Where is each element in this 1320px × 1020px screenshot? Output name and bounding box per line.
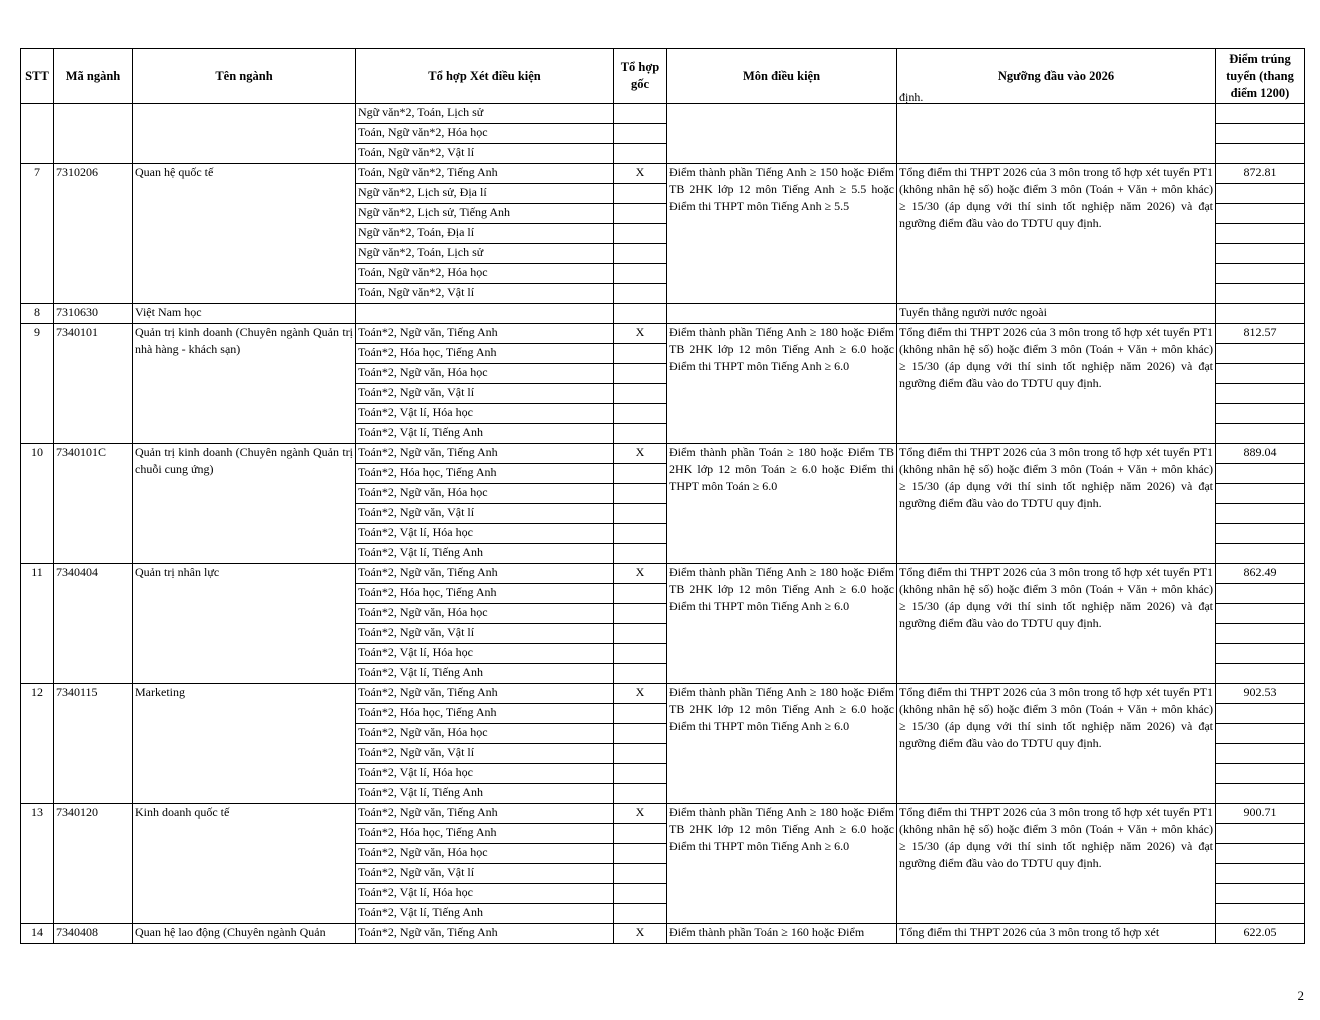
nguong-cell: Tổng điểm thi THPT 2026 của 3 môn trong tổ hợp xét tuyển PT1 (không nhân hệ số) hoặc điểm 3 môn (Toán + Văn + môn khác) ≥ 15/30 (áp dụng với thí sinh tốt nghiệp năm 2026) và đạt ngưỡng điểm đầu vào do TDTU quy định. [897, 324, 1216, 444]
to-hop-cell: Toán, Ngữ văn*2, Hóa học [356, 264, 614, 284]
ten-nganh-cell: Quản trị nhân lực [133, 564, 356, 684]
to-hop-cell: Toán*2, Vật lí, Hóa học [356, 404, 614, 424]
to-hop-goc-cell [614, 484, 667, 504]
diem-cell [1216, 464, 1305, 484]
header-row [21, 49, 1305, 104]
to-hop-cell: Ngữ văn*2, Lịch sử, Địa lí [356, 184, 614, 204]
to-hop-cell: Toán*2, Ngữ văn, Vật lí [356, 744, 614, 764]
to-hop-goc-cell [614, 844, 667, 864]
to-hop-goc-cell [614, 884, 667, 904]
ten-nganh-cell: Quản trị kinh doanh (Chuyên ngành Quản trị chuỗi cung ứng) [133, 444, 356, 564]
table-row [21, 564, 1305, 584]
diem-cell [1216, 144, 1305, 164]
to-hop-cell: Toán*2, Hóa học, Tiếng Anh [356, 464, 614, 484]
nguong-cell [897, 90, 1216, 164]
to-hop-cell: Ngữ văn*2, Toán, Địa lí [356, 224, 614, 244]
to-hop-goc-cell [614, 344, 667, 364]
to-hop-cell: Toán*2, Ngữ văn, Tiếng Anh [356, 324, 614, 344]
mon-dieu-kien-cell: Điểm thành phần Toán ≥ 160 hoặc Điểm [667, 924, 897, 944]
ma-nganh-cell: 7340101 [54, 324, 133, 444]
to-hop-cell: Toán*2, Ngữ văn, Hóa học [356, 604, 614, 624]
ten-nganh-cell: Marketing [133, 684, 356, 804]
to-hop-goc-cell [614, 364, 667, 384]
to-hop-goc-cell [614, 584, 667, 604]
to-hop-cell: Toán*2, Ngữ văn, Hóa học [356, 364, 614, 384]
to-hop-cell: Ngữ văn*2, Toán, Lịch sử [356, 244, 614, 264]
to-hop-goc-cell [614, 224, 667, 244]
col-header-stt: STT [21, 49, 54, 104]
diem-cell [1216, 284, 1305, 304]
to-hop-goc-cell [614, 764, 667, 784]
to-hop-cell: Toán*2, Ngữ văn, Hóa học [356, 484, 614, 504]
diem-cell: 900.71 [1216, 804, 1305, 824]
to-hop-goc-cell [614, 404, 667, 424]
ma-nganh-cell: 7340404 [54, 564, 133, 684]
diem-cell: 872.81 [1216, 164, 1305, 184]
table-row [21, 104, 1305, 124]
diem-cell [1216, 584, 1305, 604]
table-row [21, 324, 1305, 344]
to-hop-goc-cell [614, 264, 667, 284]
to-hop-goc-cell [614, 904, 667, 924]
diem-cell [1216, 404, 1305, 424]
ten-nganh-cell [133, 104, 356, 164]
to-hop-goc-cell [614, 504, 667, 524]
ma-nganh-cell: 7340115 [54, 684, 133, 804]
diem-cell [1216, 224, 1305, 244]
ma-nganh-cell: 7310206 [54, 164, 133, 304]
mon-dieu-kien-cell [667, 104, 897, 164]
to-hop-goc-cell [614, 384, 667, 404]
ma-nganh-cell: 7340120 [54, 804, 133, 924]
mon-dieu-kien-cell: Điểm thành phần Tiếng Anh ≥ 180 hoặc Điểm TB 2HK lớp 12 môn Tiếng Anh ≥ 6.0 hoặc Điểm thi THPT môn Tiếng Anh ≥ 6.0 [667, 804, 897, 924]
diem-cell [1216, 264, 1305, 284]
to-hop-cell: Toán, Ngữ văn*2, Hóa học [356, 124, 614, 144]
to-hop-cell: Toán*2, Hóa học, Tiếng Anh [356, 584, 614, 604]
diem-cell [1216, 124, 1305, 144]
mon-dieu-kien-cell: Điểm thành phần Toán ≥ 180 hoặc Điểm TB 2HK lớp 12 môn Toán ≥ 6.0 hoặc Điểm thi THPT môn Toán ≥ 6.0 [667, 444, 897, 564]
to-hop-cell: Toán*2, Ngữ văn, Hóa học [356, 724, 614, 744]
to-hop-goc-cell: X [614, 324, 667, 344]
diem-cell [1216, 504, 1305, 524]
diem-cell [1216, 304, 1305, 324]
to-hop-cell: Toán*2, Vật lí, Tiếng Anh [356, 664, 614, 684]
col-header-to-hop: Tổ hợp Xét điều kiện [356, 49, 614, 104]
stt-cell: 7 [21, 164, 54, 304]
col-header-mon-dieu-kien: Môn điều kiện [667, 49, 897, 104]
to-hop-goc-cell [614, 544, 667, 564]
to-hop-cell: Toán*2, Vật lí, Hóa học [356, 644, 614, 664]
col-header-ten-nganh: Tên ngành [133, 49, 356, 104]
to-hop-cell: Toán, Ngữ văn*2, Tiếng Anh [356, 164, 614, 184]
to-hop-goc-cell [614, 724, 667, 744]
to-hop-goc-cell [614, 744, 667, 764]
stt-cell: 9 [21, 324, 54, 444]
ten-nganh-cell: Quan hệ quốc tế [133, 164, 356, 304]
diem-cell [1216, 204, 1305, 224]
mon-dieu-kien-cell: Điểm thành phần Tiếng Anh ≥ 180 hoặc Điểm TB 2HK lớp 12 môn Tiếng Anh ≥ 6.0 hoặc Điểm thi THPT môn Tiếng Anh ≥ 6.0 [667, 684, 897, 804]
to-hop-goc-cell [614, 124, 667, 144]
to-hop-cell: Toán*2, Ngữ văn, Vật lí [356, 624, 614, 644]
diem-cell: 812.57 [1216, 324, 1305, 344]
stt-cell [21, 104, 54, 164]
ten-nganh-cell: Quan hệ lao động (Chuyên ngành Quản [133, 924, 356, 944]
to-hop-cell: Toán*2, Ngữ văn, Tiếng Anh [356, 564, 614, 584]
diem-cell [1216, 884, 1305, 904]
to-hop-goc-cell: X [614, 924, 667, 944]
ma-nganh-cell [54, 104, 133, 164]
admission-table [20, 48, 1305, 944]
col-header-to-hop-goc: Tổ hợp gốc [614, 49, 667, 104]
diem-cell [1216, 764, 1305, 784]
admission-table-page [20, 48, 1304, 962]
to-hop-cell: Toán*2, Vật lí, Tiếng Anh [356, 544, 614, 564]
to-hop-cell: Toán*2, Vật lí, Tiếng Anh [356, 904, 614, 924]
nguong-cell: Tổng điểm thi THPT 2026 của 3 môn trong tổ hợp xét [897, 924, 1216, 944]
stt-cell: 11 [21, 564, 54, 684]
stt-cell: 13 [21, 804, 54, 924]
to-hop-goc-cell [614, 824, 667, 844]
diem-cell [1216, 424, 1305, 444]
mon-dieu-kien-cell [667, 304, 897, 324]
stt-cell: 12 [21, 684, 54, 804]
stt-cell: 10 [21, 444, 54, 564]
diem-cell: 862.49 [1216, 564, 1305, 584]
diem-cell [1216, 644, 1305, 664]
diem-cell [1216, 244, 1305, 264]
nguong-cut-text: định. [899, 90, 924, 104]
to-hop-goc-cell [614, 184, 667, 204]
to-hop-cell: Toán*2, Vật lí, Tiếng Anh [356, 784, 614, 804]
to-hop-cell: Toán, Ngữ văn*2, Vật lí [356, 144, 614, 164]
nguong-cell: Tổng điểm thi THPT 2026 của 3 môn trong tổ hợp xét tuyển PT1 (không nhân hệ số) hoặc điểm 3 môn (Toán + Văn + môn khác) ≥ 15/30 (áp dụng với thí sinh tốt nghiệp năm 2026) và đạt ngưỡng điểm đầu vào do TDTU quy định. [897, 564, 1216, 684]
diem-cell [1216, 904, 1305, 924]
to-hop-cell: Toán*2, Ngữ văn, Tiếng Anh [356, 804, 614, 824]
to-hop-cell: Toán*2, Hóa học, Tiếng Anh [356, 824, 614, 844]
diem-cell [1216, 604, 1305, 624]
to-hop-cell: Toán*2, Ngữ văn, Hóa học [356, 844, 614, 864]
to-hop-goc-cell [614, 144, 667, 164]
diem-cell [1216, 784, 1305, 804]
diem-cell: 622.05 [1216, 924, 1305, 944]
ten-nganh-cell: Quản trị kinh doanh (Chuyên ngành Quản trị nhà hàng - khách sạn) [133, 324, 356, 444]
to-hop-cell: Toán, Ngữ văn*2, Vật lí [356, 284, 614, 304]
to-hop-goc-cell: X [614, 444, 667, 464]
to-hop-cell: Toán*2, Vật lí, Tiếng Anh [356, 424, 614, 444]
to-hop-cell: Toán*2, Ngữ văn, Vật lí [356, 384, 614, 404]
to-hop-cell: Toán*2, Ngữ văn, Vật lí [356, 864, 614, 884]
to-hop-goc-cell: X [614, 164, 667, 184]
page-number: 2 [1297, 988, 1304, 1003]
to-hop-cell: Toán*2, Vật lí, Hóa học [356, 524, 614, 544]
ten-nganh-cell: Việt Nam học [133, 304, 356, 324]
to-hop-cell [356, 304, 614, 324]
diem-cell [1216, 864, 1305, 884]
diem-cell [1216, 184, 1305, 204]
table-row [21, 924, 1305, 944]
diem-cell [1216, 364, 1305, 384]
col-header-ma-nganh: Mã ngành [54, 49, 133, 104]
to-hop-cell: Toán*2, Hóa học, Tiếng Anh [356, 344, 614, 364]
diem-cell [1216, 544, 1305, 564]
diem-cell [1216, 824, 1305, 844]
to-hop-goc-cell [614, 664, 667, 684]
diem-cell [1216, 384, 1305, 404]
nguong-cell: Tổng điểm thi THPT 2026 của 3 môn trong tổ hợp xét tuyển PT1 (không nhân hệ số) hoặc điểm 3 môn (Toán + Văn + môn khác) ≥ 15/30 (áp dụng với thí sinh tốt nghiệp năm 2026) và đạt ngưỡng điểm đầu vào do TDTU quy định. [897, 804, 1216, 924]
to-hop-cell: Toán*2, Hóa học, Tiếng Anh [356, 704, 614, 724]
to-hop-cell: Toán*2, Ngữ văn, Tiếng Anh [356, 444, 614, 464]
to-hop-goc-cell [614, 464, 667, 484]
diem-cell [1216, 344, 1305, 364]
table-row [21, 164, 1305, 184]
mon-dieu-kien-cell: Điểm thành phần Tiếng Anh ≥ 150 hoặc Điểm TB 2HK lớp 12 môn Tiếng Anh ≥ 5.5 hoặc Điểm thi THPT môn Tiếng Anh ≥ 5.5 [667, 164, 897, 304]
nguong-cell: Tuyển thẳng người nước ngoài [897, 304, 1216, 324]
table-row [21, 804, 1305, 824]
to-hop-cell: Toán*2, Ngữ văn, Vật lí [356, 504, 614, 524]
to-hop-goc-cell [614, 244, 667, 264]
to-hop-goc-cell: X [614, 684, 667, 704]
to-hop-goc-cell [614, 524, 667, 544]
diem-cell [1216, 624, 1305, 644]
to-hop-goc-cell [614, 624, 667, 644]
diem-cell [1216, 664, 1305, 684]
diem-cell [1216, 104, 1305, 124]
to-hop-goc-cell [614, 704, 667, 724]
ma-nganh-cell: 7340101C [54, 444, 133, 564]
diem-cell [1216, 724, 1305, 744]
ten-nganh-cell: Kinh doanh quốc tế [133, 804, 356, 924]
stt-cell: 14 [21, 924, 54, 944]
mon-dieu-kien-cell: Điểm thành phần Tiếng Anh ≥ 180 hoặc Điểm TB 2HK lớp 12 môn Tiếng Anh ≥ 6.0 hoặc Điểm thi THPT môn Tiếng Anh ≥ 6.0 [667, 324, 897, 444]
to-hop-goc-cell [614, 304, 667, 324]
to-hop-goc-cell [614, 104, 667, 124]
to-hop-cell: Toán*2, Vật lí, Hóa học [356, 884, 614, 904]
table-row [21, 684, 1305, 704]
to-hop-goc-cell [614, 284, 667, 304]
to-hop-cell: Ngữ văn*2, Lịch sử, Tiếng Anh [356, 204, 614, 224]
to-hop-goc-cell: X [614, 564, 667, 584]
table-row [21, 444, 1305, 464]
table-row [21, 304, 1305, 324]
diem-cell [1216, 484, 1305, 504]
to-hop-goc-cell [614, 204, 667, 224]
to-hop-cell: Ngữ văn*2, Toán, Lịch sử [356, 104, 614, 124]
to-hop-cell: Toán*2, Ngữ văn, Tiếng Anh [356, 684, 614, 704]
ma-nganh-cell: 7310630 [54, 304, 133, 324]
col-header-nguong: Ngưỡng đầu vào 2026 [897, 49, 1216, 104]
diem-cell [1216, 844, 1305, 864]
to-hop-goc-cell [614, 784, 667, 804]
nguong-cell: Tổng điểm thi THPT 2026 của 3 môn trong tổ hợp xét tuyển PT1 (không nhân hệ số) hoặc điểm 3 môn (Toán + Văn + môn khác) ≥ 15/30 (áp dụng với thí sinh tốt nghiệp năm 2026) và đạt ngưỡng điểm đầu vào do TDTU quy định. [897, 684, 1216, 804]
nguong-cell: Tổng điểm thi THPT 2026 của 3 môn trong tổ hợp xét tuyển PT1 (không nhân hệ số) hoặc điểm 3 môn (Toán + Văn + môn khác) ≥ 15/30 (áp dụng với thí sinh tốt nghiệp năm 2026) và đạt ngưỡng điểm đầu vào do TDTU quy định. [897, 164, 1216, 304]
diem-cell [1216, 704, 1305, 724]
to-hop-goc-cell [614, 864, 667, 884]
nguong-cell: Tổng điểm thi THPT 2026 của 3 môn trong tổ hợp xét tuyển PT1 (không nhân hệ số) hoặc điểm 3 môn (Toán + Văn + môn khác) ≥ 15/30 (áp dụng với thí sinh tốt nghiệp năm 2026) và đạt ngưỡng điểm đầu vào do TDTU quy định. [897, 444, 1216, 564]
diem-cell: 902.53 [1216, 684, 1305, 704]
to-hop-goc-cell [614, 424, 667, 444]
mon-dieu-kien-cell: Điểm thành phần Tiếng Anh ≥ 180 hoặc Điểm TB 2HK lớp 12 môn Tiếng Anh ≥ 6.0 hoặc Điểm thi THPT môn Tiếng Anh ≥ 6.0 [667, 564, 897, 684]
to-hop-cell: Toán*2, Vật lí, Hóa học [356, 764, 614, 784]
stt-cell: 8 [21, 304, 54, 324]
to-hop-goc-cell [614, 604, 667, 624]
diem-cell: 889.04 [1216, 444, 1305, 464]
diem-cell [1216, 524, 1305, 544]
to-hop-cell: Toán*2, Ngữ văn, Tiếng Anh [356, 924, 614, 944]
col-header-diem: Điểm trúng tuyển (thang điểm 1200) [1216, 49, 1305, 104]
diem-cell [1216, 744, 1305, 764]
to-hop-goc-cell [614, 644, 667, 664]
to-hop-goc-cell: X [614, 804, 667, 824]
ma-nganh-cell: 7340408 [54, 924, 133, 944]
